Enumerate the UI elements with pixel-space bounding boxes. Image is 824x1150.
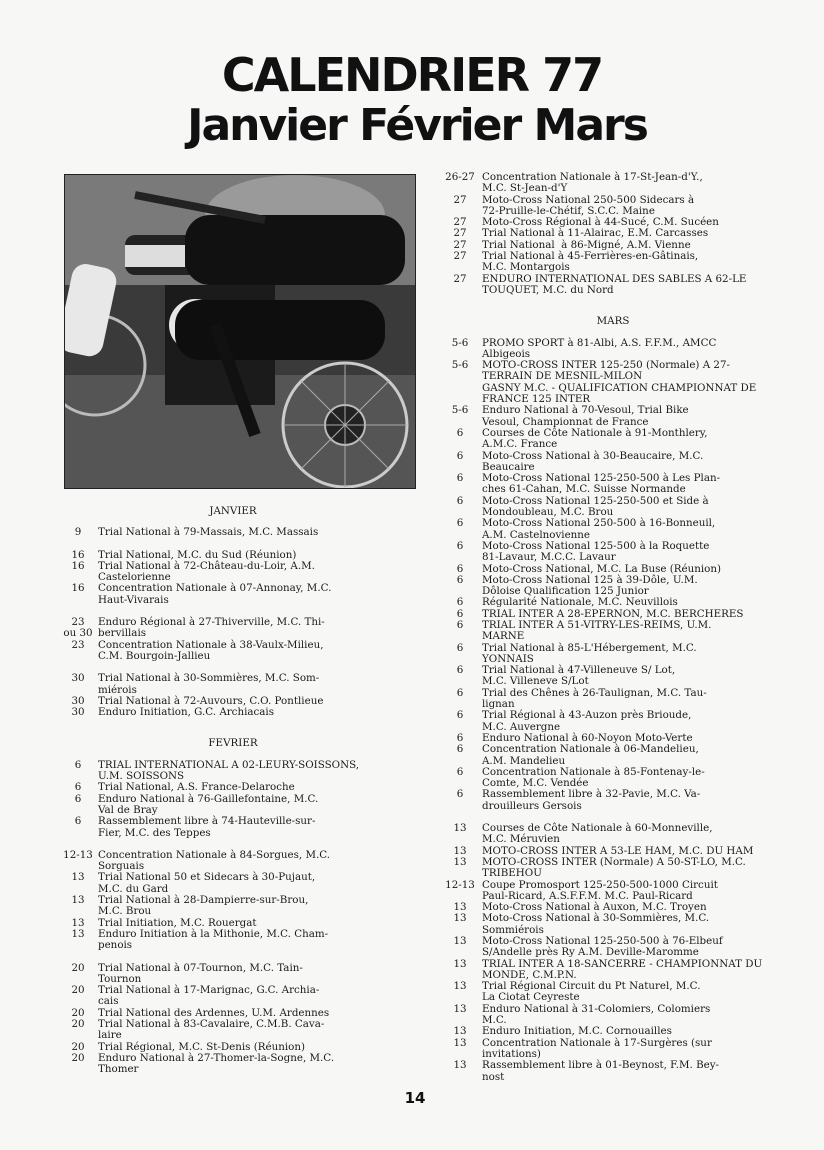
calendar-entry [438, 643, 788, 666]
entry-date: 12-13 [445, 878, 475, 891]
entry-text: Moto-Cross National 125-250-500 et Side à Mondoubleau, M.C. Brou [482, 494, 709, 519]
entry-text: Enduro National à 60-Noyon Moto-Verte [482, 731, 693, 744]
fevrier-list [58, 760, 408, 1076]
entry-text: Moto-Cross National à 30-Beaucaire, M.C. Beaucaire [482, 449, 704, 473]
calendar-entry [58, 929, 408, 952]
entry-text: Enduro Initiation à la Mithonie, M.C. Cham- penois [98, 927, 329, 952]
calendar-entry [438, 936, 788, 959]
entry-date: 6 [456, 641, 464, 654]
calendar-entry [438, 251, 788, 274]
entry-date: 6 [456, 472, 464, 485]
calendar-entry [438, 823, 788, 846]
entry-date: 30 [71, 706, 85, 719]
entry-date: 6 [456, 743, 464, 756]
calendar-entry [438, 405, 788, 428]
entry-text: Enduro Initiation, M.C. Cornouailles [482, 1025, 672, 1038]
entry-text: Moto-Cross Régional à 44-Sucé, C.M. Sucéen [482, 216, 719, 229]
entry-date: 5-6 [451, 336, 469, 349]
entry-text: Enduro Initiation, G.C. Archiacais [98, 706, 274, 719]
entry-date: 6 [456, 449, 464, 462]
entry-text: ENDURO INTERNATIONAL DES SABLES A 62-LE TOUQUET, M.C. du Nord [482, 272, 747, 296]
entry-text: MOTO-CROSS INTER 125-250 (Normale) A 27- TERRAIN DE MESNIL-MILON GASNY M.C. - QUALIFICATION CHAMPIONNAT DE FRANCE 125 INTER [482, 359, 757, 406]
entry-text: Régularité Nationale, M.C. Neuvillois [482, 596, 678, 609]
entry-text: Moto-Cross National 250-500 Sidecars à 72-Pruille-le-Chétif, S.C.C. Maine [482, 193, 695, 217]
entry-text: Moto-Cross National à 30-Sommières, M.C. Sommiérois [482, 912, 710, 936]
calendar-entry [58, 628, 408, 639]
calendar-entry [438, 496, 788, 519]
calendar-entry [438, 744, 788, 767]
entry-text: Coupe Promosport 125-250-500-1000 Circuit Paul-Ricard, A.S.F.F.M. M.C. Paul-Ricard [482, 878, 718, 902]
entry-gap [58, 952, 408, 963]
page-subtitle: Janvier Février Mars [187, 100, 647, 151]
entry-text: Enduro Régional à 27-Thiverville, M.C. Thi- [98, 616, 325, 629]
entry-text: Trial National à 72-Château-du-Loir, A.M. Castelorienne [98, 559, 315, 584]
entry-date: 6 [456, 709, 464, 722]
entry-date: 5-6 [451, 404, 469, 417]
entry-date: 5-6 [451, 359, 469, 372]
entry-date: 13 [453, 1036, 467, 1049]
calendar-entry [438, 360, 788, 405]
entry-date: 6 [74, 781, 82, 794]
entry-text: PROMO SPORT à 81-Albi, A.S. F.F.M., AMCC Albigeois [482, 336, 717, 360]
calendar-entry [438, 688, 788, 711]
calendar-entry [438, 172, 788, 195]
entry-text: Trial National des Ardennes, U.M. Ardennes [98, 1006, 330, 1019]
entry-text: Trial National à 83-Cavalaire, C.M.B. Cava- laire [98, 1017, 325, 1042]
entry-date: 27 [453, 193, 467, 206]
calendar-entry [438, 620, 788, 643]
janvier-list [58, 527, 408, 718]
calendar-entry [438, 597, 788, 608]
month-heading-fevrier: FEVRIER [208, 737, 258, 750]
entry-text: Trial des Chênes à 26-Taulignan, M.C. Tau- lignan [482, 686, 707, 711]
entry-date: 13 [71, 927, 85, 940]
entry-date: 6 [456, 731, 464, 744]
calendar-entry [58, 640, 408, 663]
entry-text: Rassemblement libre à 74-Hauteville-sur- Fier, M.C. des Teppes [98, 815, 316, 839]
entry-text: Concentration Nationale à 85-Fontenay-le- Comte, M.C. Vendée [482, 765, 705, 790]
calendar-entry [438, 541, 788, 564]
entry-date: 27 [453, 272, 467, 285]
entry-date: 6 [456, 596, 464, 609]
calendar-entry [58, 760, 408, 783]
entry-date: 16 [71, 548, 85, 561]
calendar-entry [438, 959, 788, 982]
entry-date: 20 [71, 1017, 85, 1030]
calendar-entry [438, 195, 788, 218]
entry-date: 13 [453, 855, 467, 868]
entry-text: Moto-Cross National 125-500 à la Roquette 81-Lavaur, M.C.C. Lavaur [482, 539, 710, 564]
entry-text: Courses de Côte Nationale à 60-Monneville, M.C. Méruvien [482, 822, 713, 846]
calendar-entry [58, 1019, 408, 1042]
calendar-entry [438, 880, 788, 903]
calendar-entry [58, 794, 408, 817]
entry-text: Trial National à 45-Ferrières-en-Gâtinais, M.C. Montargois [482, 250, 699, 274]
entry-text: Moto-Cross National 125-250-500 à Les Plan- ches 61-Cahan, M.C. Suisse Normande [482, 472, 721, 496]
entry-date: 23 [71, 638, 85, 651]
entry-text: Moto-Cross National à Auxon, M.C. Troyen [482, 901, 707, 914]
entry-text: Rassemblement libre à 01-Beynost, F.M. Bey- nost [482, 1059, 720, 1083]
entry-date: 13 [71, 916, 85, 929]
entry-text: Concentration Nationale à 84-Sorgues, M.C. Sorguais [98, 848, 331, 873]
entry-date: 13 [453, 935, 467, 947]
entry-date: 13 [453, 980, 467, 993]
entry-date: 27 [453, 227, 467, 240]
entry-text: TRIAL INTER A 18-SANCERRE - CHAMPIONNAT DU MONDE, C.M.P.N. [482, 957, 763, 981]
entry-date: 23 [71, 616, 85, 629]
entry-date: 6 [456, 788, 464, 801]
calendar-entry [438, 710, 788, 733]
month-heading-janvier: JANVIER [209, 505, 257, 517]
fevrier-cont-list [438, 172, 788, 296]
entry-date: 6 [456, 426, 464, 439]
entry-text: Trial National 50 et Sidecars à 30-Pujaut, M.C. du Gard [98, 871, 316, 895]
calendar-entry [58, 963, 408, 986]
entry-date: 20 [71, 1051, 85, 1064]
entry-text: Trial National à 17-Marignac, G.C. Archia- cais [98, 984, 320, 1008]
calendar-entry [58, 527, 408, 538]
calendar-entry [438, 428, 788, 451]
calendar-entry [58, 583, 408, 606]
entry-date: 20 [71, 961, 85, 974]
entry-text: Trial National, A.S. France-Delaroche [98, 781, 295, 794]
entry-text: Concentration Nationale à 07-Annonay, M.C. Haut-Vivarais [98, 582, 332, 606]
entry-date: 13 [453, 912, 467, 925]
entry-date: 16 [71, 559, 85, 572]
entry-date: 13 [453, 1002, 467, 1015]
calendar-entry [58, 1053, 408, 1076]
entry-text: Trial National à 86-Migné, A.M. Vienne [482, 238, 691, 251]
entry-date: 20 [71, 984, 85, 997]
entry-text: bervillais [98, 627, 147, 640]
entry-date: 13 [453, 901, 467, 914]
entry-text: Concentration Nationale à 17-St-Jean-d'Y., M.C. St-Jean-d'Y [482, 171, 703, 195]
entry-text: Trial Régional, M.C. St-Denis (Réunion) [98, 1040, 305, 1053]
page-number: 14 [404, 1089, 426, 1107]
entry-date: 13 [453, 1025, 467, 1038]
entry-date: 6 [74, 815, 82, 828]
calendar-entry [438, 451, 788, 474]
entry-text: TRIAL INTERNATIONAL A 02-LEURY-SOISSONS, U.M. SOISSONS [98, 758, 360, 783]
entry-text: Concentration Nationale à 06-Mandelieu, A.M. Mandelieu [482, 743, 699, 767]
entry-text: Enduro National à 76-Gaillefontaine, M.C. Val de Bray [98, 792, 319, 816]
entry-date: 6 [456, 494, 464, 507]
month-heading-mars: MARS [596, 315, 630, 328]
entry-text: Enduro National à 31-Colomiers, Colomiers M.C. [482, 1002, 711, 1027]
entry-text: Enduro National à 27-Thomer-la-Sogne, M.C. Thomer [98, 1051, 335, 1076]
entry-date: ou 30 [63, 627, 93, 640]
entry-date: 6 [456, 573, 464, 586]
entry-date: 13 [71, 894, 85, 907]
entry-date: 27 [453, 216, 467, 229]
entry-date: 13 [453, 822, 467, 835]
entry-date: 27 [453, 238, 467, 251]
right-column [438, 172, 788, 1083]
entry-text: Concentration Nationale à 17-Surgères (sur invitations) [482, 1036, 712, 1060]
entry-text: Trial National à 47-Villeneuve S/ Lot, M.C. Villeneve S/Lot [482, 664, 676, 688]
entry-date: 12-13 [63, 848, 93, 861]
entry-text: Trial Régional à 43-Auzon près Brioude, M.C. Auvergne [482, 709, 692, 733]
entry-date: 13 [453, 957, 467, 970]
calendar-entry [58, 985, 408, 1008]
entry-text: Trial Initiation, M.C. Rouergat [98, 916, 257, 929]
entry-date: 6 [74, 758, 82, 771]
entry-text: Moto-Cross National 125-250-500 à 76-Elbeuf S/Andelle près Ry A.M. Deville-Maromme [482, 935, 723, 959]
entry-text: MOTO-CROSS INTER A 53-LE HAM, M.C. DU HAM [482, 844, 754, 857]
entry-gap [58, 539, 408, 550]
calendar-entry [438, 518, 788, 541]
entry-text: TRIAL INTER A 28-EPERNON, M.C. BERCHERES [482, 607, 744, 620]
motorcycle-photo [64, 174, 416, 489]
entry-text: Rassemblement libre à 32-Pavie, M.C. Va- drouilleurs Gersois [482, 788, 701, 812]
calendar-entry [58, 561, 408, 584]
entry-date: 13 [71, 871, 85, 884]
entry-date: 13 [453, 844, 467, 857]
entry-text: Trial National à 85-L'Hébergement, M.C. YONNAIS [482, 641, 697, 665]
page-title: CALENDRIER 77 [221, 48, 603, 102]
calendar-entry [438, 857, 788, 880]
entry-text: Trial National à 11-Alairac, E.M. Carcasses [482, 227, 709, 240]
calendar-entry [438, 473, 788, 496]
entry-date: 20 [71, 1040, 85, 1053]
entry-date: 6 [456, 686, 464, 699]
entry-text: Enduro National à 70-Vesoul, Trial Bike Vesoul, Championnat de France [482, 404, 689, 428]
entry-date: 6 [456, 562, 464, 575]
calendar-entry [438, 274, 788, 297]
entry-text: Trial Régional Circuit du Pt Naturel, M.C. La Ciotat Ceyreste [482, 980, 701, 1004]
entry-text: Moto-Cross National 250-500 à 16-Bonneuil, A.M. Castelnovienne [482, 517, 716, 541]
calendar-entry [58, 782, 408, 793]
entry-date: 16 [71, 582, 85, 595]
entry-text: Courses de Côte Nationale à 91-Monthlery, A.M.C. France [482, 426, 708, 451]
entry-text: Trial National à 28-Dampierre-sur-Brou, M.C. Brou [98, 894, 309, 918]
entry-date: 26-27 [445, 171, 475, 183]
entry-text: Trial National, M.C. du Sud (Réunion) [98, 548, 297, 561]
calendar-entry [438, 1004, 788, 1027]
calendar-entry [438, 767, 788, 790]
calendar-entry [58, 673, 408, 696]
calendar-entry [58, 872, 408, 895]
calendar-entry [58, 850, 408, 873]
entry-date: 6 [456, 618, 464, 631]
entry-date: 6 [456, 517, 464, 530]
calendar-entry [438, 575, 788, 598]
entry-date: 9 [74, 526, 82, 539]
entry-date: 6 [456, 664, 464, 677]
calendar-entry [438, 1060, 788, 1083]
mars-list [438, 338, 788, 1083]
calendar-entry [438, 913, 788, 936]
calendar-entry [58, 816, 408, 839]
entry-text: TRIAL INTER A 51-VITRY-LES-REIMS, U.M. MARNE [482, 618, 712, 643]
entry-date: 30 [71, 672, 85, 685]
calendar-entry [438, 338, 788, 361]
entry-date: 20 [71, 1006, 85, 1019]
entry-date: 6 [456, 539, 464, 552]
calendar-entry [58, 707, 408, 718]
entry-text: Moto-Cross National 125 à 39-Dôle, U.M. Dôloise Qualification 125 Junior [482, 573, 698, 598]
entry-text: Concentration Nationale à 38-Vaulx-Milieu, C.M. Bourgoin-Jallieu [98, 638, 324, 662]
entry-date: 6 [456, 765, 464, 778]
entry-date: 13 [453, 1059, 467, 1072]
entry-text: Trial National à 79-Massais, M.C. Massais [98, 526, 319, 539]
entry-text: Trial National à 30-Sommières, M.C. Som- miérois [98, 672, 320, 696]
calendar-entry [438, 789, 788, 812]
calendar-entry [438, 1026, 788, 1037]
entry-date: 6 [456, 607, 464, 620]
entry-text: Trial National à 72-Auvours, C.O. Pontlieue [98, 694, 324, 707]
entry-text: MOTO-CROSS INTER (Normale) A 50-ST-LO, M.C. TRIBEHOU [482, 855, 746, 880]
entry-date: 30 [71, 694, 85, 707]
calendar-entry [58, 895, 408, 918]
calendar-entry [438, 1038, 788, 1061]
entry-date: 27 [453, 250, 467, 263]
calendar-entry [438, 665, 788, 688]
calendar-entry [438, 981, 788, 1004]
entry-text: Trial National à 07-Tournon, M.C. Tain- Tournon [98, 961, 303, 985]
left-column [58, 506, 408, 1075]
entry-date: 6 [74, 792, 82, 805]
entry-text: Moto-Cross National, M.C. La Buse (Réunion) [482, 562, 722, 575]
